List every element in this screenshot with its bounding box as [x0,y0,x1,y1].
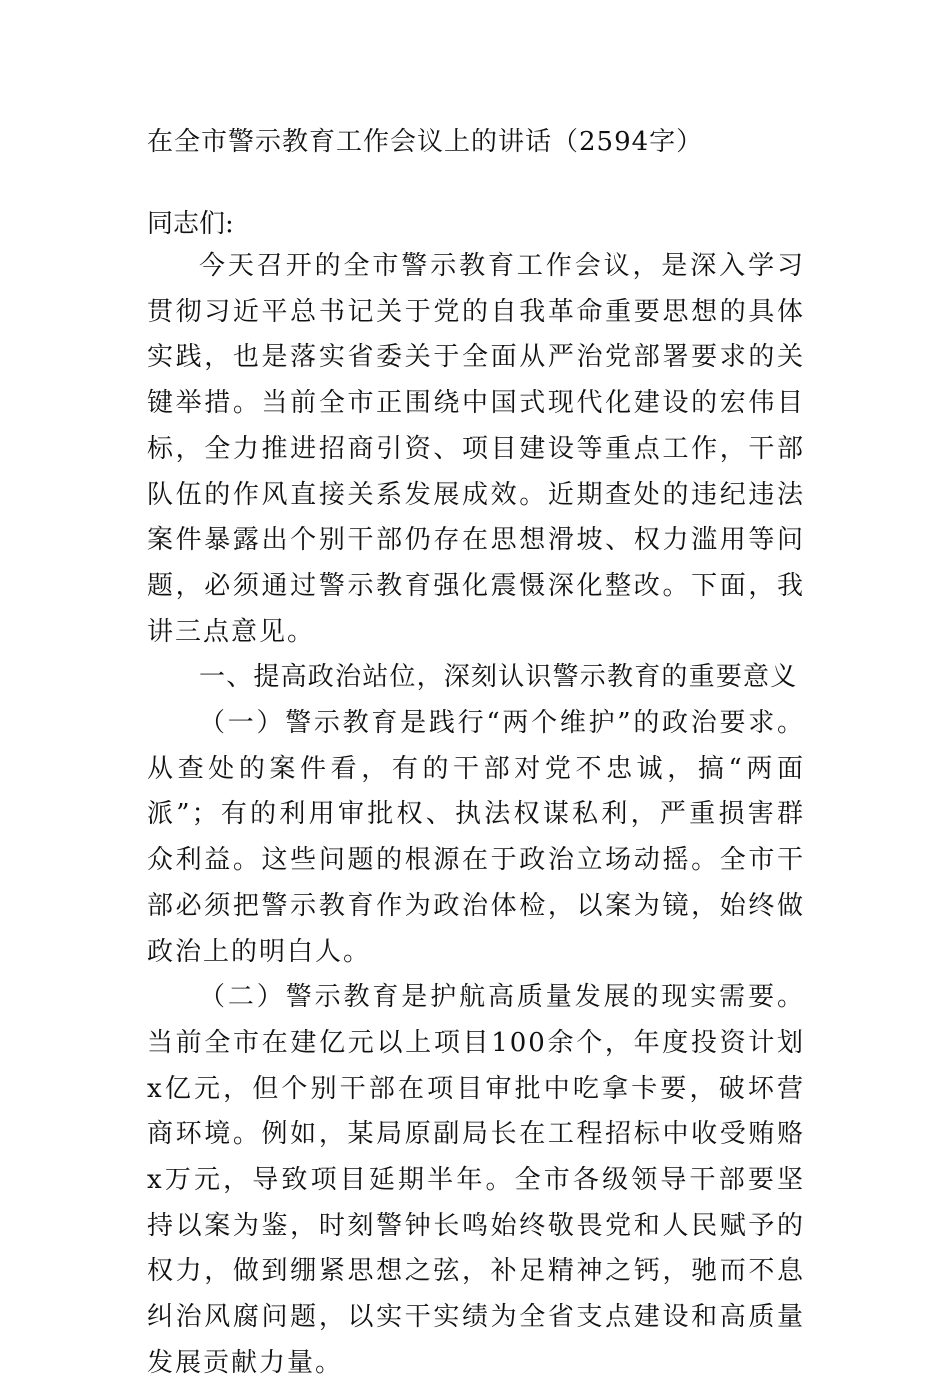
document-title: 在全市警示教育工作会议上的讲话（2594字） [147,127,704,157]
salutation: 同志们: [147,209,234,239]
intro-paragraph: 今天召开的全市警示教育工作会议，是深入学习贯彻习近平总书记关于党的自我革命重要思想的具体实践，也是落实省委关于全面从严治党部署要求的关键举措。当前全市正围绕中国式现代化建设的宏伟目标，全力推进招商引资、项目建设等重点工作，干部队伍的作风直接关系发展成效。近期查处的违纪违法案件暴露出个别干部仍存在思想滑坡、权力滥用等问题，必须通过警示教育强化震慑深化整改。下面，我讲三点意见。 [147,251,805,647]
subsection-paragraph-2: （二）警示教育是护航高质量发展的现实需要。当前全市在建亿元以上项目100余个，年度投资计划x亿元，但个别干部在项目审批中吃拿卡要，破坏营商环境。例如，某局原副局长在工程招标中收受贿赂x万元，导致项目延期半年。全市各级领导干部要坚持以案为鉴，时刻警钟长鸣始终敬畏党和人民赋予的权力，做到绷紧思想之弦，补足精神之钙，驰而不息纠治风腐问题，以实干实绩为全省支点建设和高质量发展贡献力量。 [147,982,805,1378]
subsection-paragraph-1: （一）警示教育是践行“两个维护”的政治要求。从查处的案件看，有的干部对党不忠诚，搞“两面派”；有的利用审批权、执法权谋私利，严重损害群众利益。这些问题的根源在于政治立场动摇。全市干部必须把警示教育作为政治体检，以案为镜，始终做政治上的明白人。 [147,708,805,967]
document-body [147,244,805,1387]
section-heading-1: 一、提高政治站位，深刻认识警示教育的重要意义 [199,662,798,693]
